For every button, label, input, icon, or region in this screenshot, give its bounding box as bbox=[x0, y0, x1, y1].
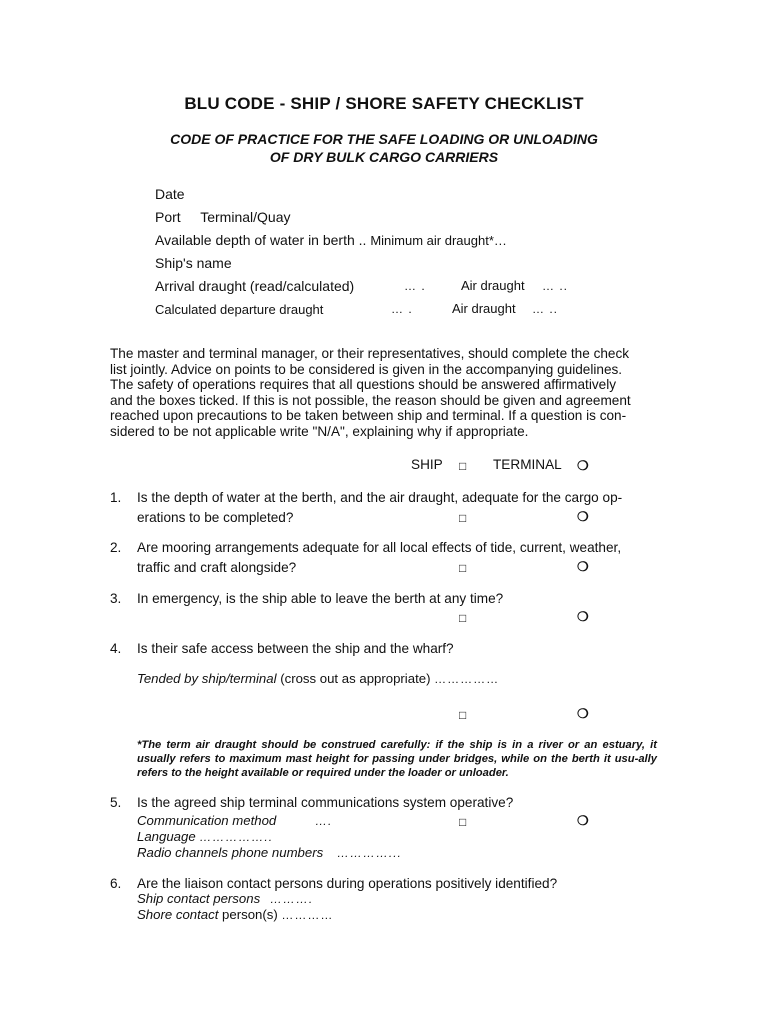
question-text: Is their safe access between the ship and the wharf? bbox=[137, 641, 454, 656]
question-line: traffic and craft alongside? bbox=[137, 559, 297, 575]
ship-contact-dots[interactable]: ………. bbox=[269, 892, 314, 906]
terminal-checkbox-1[interactable]: ❍ bbox=[577, 509, 589, 524]
radio-channels-label: Radio channels phone numbers bbox=[137, 845, 324, 860]
intro-line: reached upon precautions to be taken between ship and terminal. If a question is con- bbox=[110, 408, 627, 424]
tended-by-instruction: (cross out as appropriate) bbox=[280, 671, 431, 686]
question-4 bbox=[110, 639, 670, 659]
radio-channels-row bbox=[137, 845, 402, 860]
radio-channels-dots[interactable]: …………... bbox=[336, 846, 402, 860]
ship-contact-row bbox=[137, 891, 313, 906]
min-air-draught-field[interactable]: Minimum air draught*… bbox=[370, 233, 507, 248]
arrival-row bbox=[155, 278, 569, 294]
question-number: 2. bbox=[110, 540, 122, 555]
shore-contact-person-label: person(s) bbox=[222, 907, 278, 922]
departure-row bbox=[155, 301, 559, 317]
arrival-dots: … . bbox=[404, 279, 426, 293]
departure-draught-field[interactable]: Calculated departure draught bbox=[155, 302, 324, 317]
question-text: Are the liaison contact persons during operations positively identified? bbox=[137, 876, 558, 891]
intro-line: sidered to be not applicable write "N/A", explaining why if appropriate. bbox=[110, 423, 529, 439]
language-row bbox=[137, 829, 273, 844]
intro-paragraph bbox=[110, 346, 658, 440]
shore-contact-label: Shore contact bbox=[137, 907, 219, 922]
ship-contact-label: Ship contact persons bbox=[137, 891, 261, 906]
arrival-draught-field[interactable]: Arrival draught (read/calculated) bbox=[155, 278, 355, 294]
question-line: Are mooring arrangements adequate for all local effects of tide, current, weather, bbox=[137, 540, 622, 555]
air-draught-footnote: *The term air draught should be construed carefully: if the ship is in a river or an estuary, it usually refers to maximum mast height for passing under bridges, while on the berth it usu-ally refers to the height available or required under the loader or unloader. bbox=[137, 739, 657, 779]
terminal-checkbox-4[interactable]: ❍ bbox=[577, 706, 589, 721]
subtitle-line-1: CODE OF PRACTICE FOR THE SAFE LOADING OR UNLOADING bbox=[170, 131, 598, 147]
question-text: Is the agreed ship terminal communications system operative? bbox=[137, 795, 514, 810]
port-row bbox=[155, 209, 290, 225]
ship-checkbox-1[interactable]: □ bbox=[459, 511, 467, 525]
terminal-checkbox-5[interactable]: ❍ bbox=[577, 813, 589, 828]
question-number: 6. bbox=[110, 876, 122, 891]
terminal-column-header: TERMINAL bbox=[493, 457, 562, 472]
question-number: 3. bbox=[110, 591, 122, 606]
air-dots-1: … .. bbox=[542, 279, 569, 293]
tended-by-row bbox=[137, 671, 499, 686]
air-draught-label-2: Air draught bbox=[452, 301, 516, 316]
question-5 bbox=[110, 793, 670, 813]
question-number: 4. bbox=[110, 641, 122, 656]
ship-checkbox-4[interactable]: □ bbox=[459, 708, 467, 722]
page-title: BLU CODE - SHIP / SHORE SAFETY CHECKLIST bbox=[184, 94, 584, 113]
terminal-checkbox-3[interactable]: ❍ bbox=[577, 609, 589, 624]
depth-field[interactable]: Available depth of water in berth .. bbox=[155, 232, 367, 248]
terminal-header-ring-icon: ❍ bbox=[577, 458, 589, 473]
language-dots[interactable]: …………….. bbox=[199, 830, 274, 844]
terminal-checkbox-2[interactable]: ❍ bbox=[577, 559, 589, 574]
communication-method-row bbox=[137, 813, 333, 828]
depth-row bbox=[155, 232, 507, 248]
question-line: erations to be completed? bbox=[137, 509, 294, 525]
tended-by-dots[interactable]: …………… bbox=[434, 672, 500, 686]
tended-by-label: Tended by ship/terminal bbox=[137, 671, 277, 686]
ship-column-header: SHIP bbox=[411, 457, 443, 472]
shore-contact-row bbox=[137, 907, 333, 922]
ship-checkbox-5[interactable]: □ bbox=[459, 815, 467, 829]
question-number: 1. bbox=[110, 490, 122, 505]
intro-line: The safety of operations requires that all questions should be answered affirmatively bbox=[110, 377, 617, 393]
departure-dots: … . bbox=[391, 302, 413, 316]
intro-line: The master and terminal manager, or their representatives, should complete the check bbox=[110, 346, 630, 361]
date-field[interactable]: Date bbox=[155, 186, 185, 202]
intro-line: list jointly. Advice on points to be considered is given in the accompanying guidelines. bbox=[110, 361, 623, 377]
question-number: 5. bbox=[110, 795, 122, 810]
subtitle-line-2: OF DRY BULK CARGO CARRIERS bbox=[269, 149, 499, 165]
air-draught-label-1: Air draught bbox=[461, 278, 525, 293]
question-text: In emergency, is the ship able to leave the berth at any time? bbox=[137, 591, 504, 606]
port-field[interactable]: Port bbox=[155, 209, 181, 225]
communication-method-dots[interactable]: …. bbox=[315, 814, 333, 828]
ships-name-field[interactable]: Ship's name bbox=[155, 255, 232, 271]
air-dots-2: … .. bbox=[532, 302, 559, 316]
language-label: Language bbox=[137, 829, 196, 844]
question-line: Is the depth of water at the berth, and the air draught, adequate for the cargo op- bbox=[137, 490, 623, 505]
shore-contact-dots[interactable]: ………… bbox=[281, 908, 334, 922]
communication-method-label: Communication method bbox=[137, 813, 277, 828]
ship-checkbox-3[interactable]: □ bbox=[459, 611, 467, 625]
page-subtitle bbox=[0, 130, 768, 166]
ship-checkbox-2[interactable]: □ bbox=[459, 561, 467, 575]
terminal-quay-field[interactable]: Terminal/Quay bbox=[200, 209, 291, 225]
intro-line: and the boxes ticked. If this is not possible, the reason should be given and agreement bbox=[110, 392, 631, 408]
question-3 bbox=[110, 589, 670, 609]
ship-header-box-icon: □ bbox=[459, 459, 467, 473]
